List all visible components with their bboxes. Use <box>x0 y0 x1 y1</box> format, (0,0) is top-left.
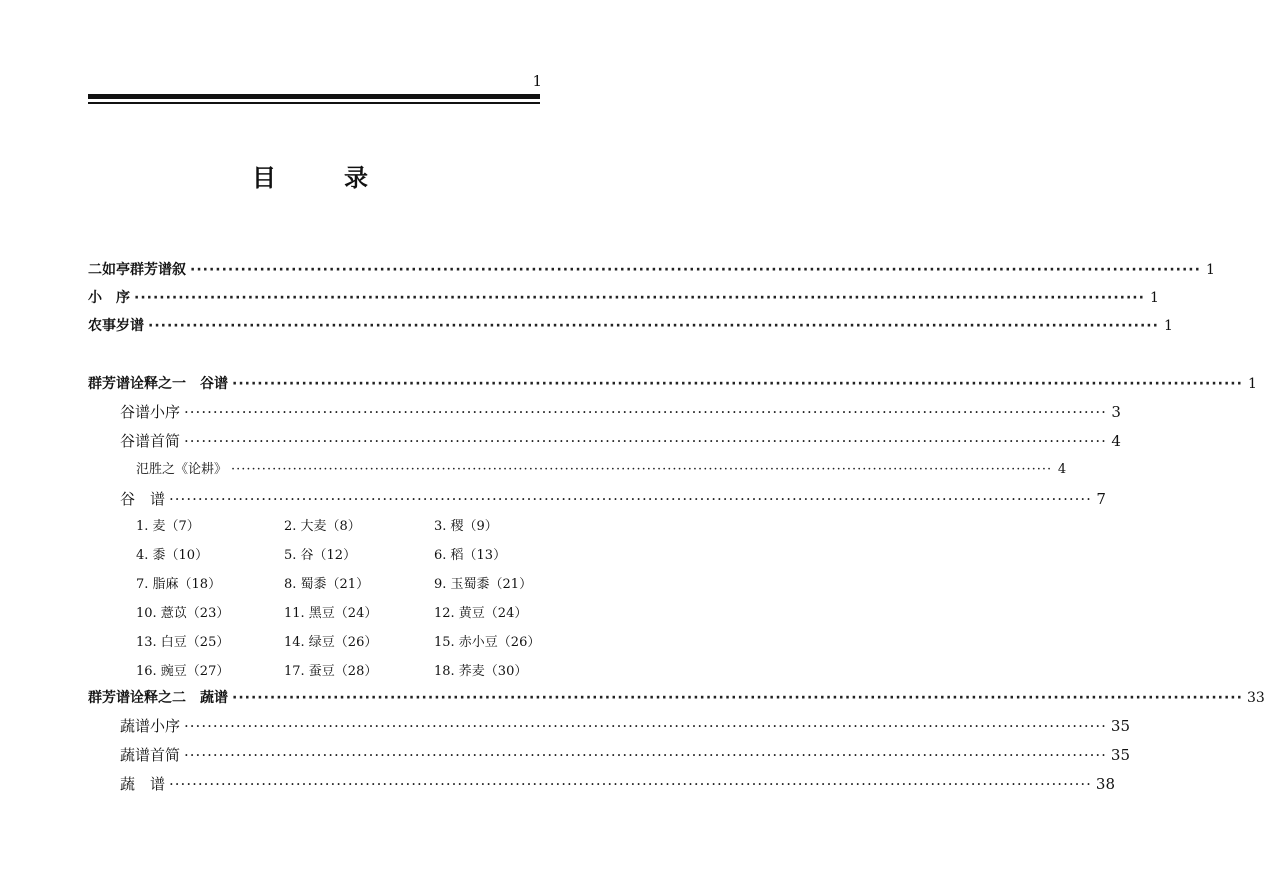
toc-entry[interactable] <box>88 314 1173 338</box>
toc-entry[interactable] <box>88 286 1159 310</box>
toc-subentry[interactable] <box>120 714 1130 738</box>
toc-leader: ································································································································································ <box>184 746 1107 764</box>
grain-item[interactable]: 13. 白豆（25） <box>136 635 230 650</box>
toc-entry-label: 蔬 谱 <box>120 775 166 793</box>
page-title: 目 录 <box>252 163 390 192</box>
toc-entry[interactable] <box>88 258 1215 282</box>
toc-leader: ································································································································································ <box>184 717 1107 735</box>
toc-leader: ································································································································································ <box>134 290 1145 306</box>
grain-item[interactable]: 6. 稻（13） <box>434 548 507 563</box>
toc-entry[interactable] <box>88 686 1265 710</box>
toc-entry-page: 4 <box>1057 462 1067 477</box>
toc-leader: ································································································································································ <box>148 318 1159 334</box>
toc-entry[interactable] <box>88 372 1257 396</box>
toc-entry-page: 1 <box>1248 376 1257 392</box>
toc-subentry[interactable] <box>120 400 1121 424</box>
toc-subentry[interactable] <box>120 487 1106 511</box>
grain-item[interactable]: 8. 蜀黍（21） <box>284 577 370 592</box>
grain-item[interactable]: 1. 麦（7） <box>136 519 200 534</box>
toc-leader: ································································································································································ <box>169 775 1092 793</box>
toc-entry-label: 氾胜之《论耕》 <box>136 462 228 477</box>
header-rule-thick <box>88 94 540 99</box>
toc-leader: ································································································································································ <box>190 262 1201 278</box>
toc-entry-page: 33 <box>1246 690 1265 706</box>
toc-entry-label: 群芳谱诠释之一 谷谱 <box>88 376 228 392</box>
grain-item[interactable]: 15. 赤小豆（26） <box>434 635 541 650</box>
toc-leader: ································································································································································ <box>232 376 1243 392</box>
toc-leader: ································································································································································ <box>231 462 1053 477</box>
toc-subentry[interactable] <box>120 772 1115 796</box>
grain-item[interactable]: 14. 绿豆（26） <box>284 635 378 650</box>
toc-leader: ································································································································································ <box>184 432 1107 450</box>
toc-entry-label: 蔬谱首简 <box>120 746 181 764</box>
grain-item[interactable]: 7. 脂麻（18） <box>136 577 222 592</box>
toc-entry-page: 3 <box>1111 403 1121 421</box>
grain-item[interactable]: 12. 黄豆（24） <box>434 606 528 621</box>
toc-entry-page: 1 <box>1164 318 1173 334</box>
grain-item[interactable]: 4. 黍（10） <box>136 548 209 563</box>
header-rule-thin <box>88 102 540 104</box>
toc-entry-page: 1 <box>1150 290 1159 306</box>
toc-entry-page: 35 <box>1110 746 1130 764</box>
toc-entry-page: 35 <box>1110 717 1130 735</box>
grain-item[interactable]: 9. 玉蜀黍（21） <box>434 577 533 592</box>
grain-item[interactable]: 18. 荞麦（30） <box>434 664 528 679</box>
toc-entry-label: 蔬谱小序 <box>120 717 181 735</box>
grain-item[interactable]: 10. 薏苡（23） <box>136 606 230 621</box>
toc-leader: ································································································································································ <box>169 490 1092 508</box>
toc-entry-page: 4 <box>1111 432 1121 450</box>
grain-item[interactable]: 5. 谷（12） <box>284 548 357 563</box>
toc-entry-page: 7 <box>1096 490 1106 508</box>
toc-leader: ································································································································································ <box>184 403 1107 421</box>
grain-item[interactable]: 3. 稷（9） <box>434 519 498 534</box>
toc-entry-page: 1 <box>1206 262 1215 278</box>
toc-entry-label: 谷谱小序 <box>120 403 181 421</box>
grain-item[interactable]: 11. 黑豆（24） <box>284 606 378 621</box>
grain-item[interactable]: 17. 蚕豆（28） <box>284 664 378 679</box>
toc-entry-label: 群芳谱诠释之二 蔬谱 <box>88 690 228 706</box>
toc-entry-page: 38 <box>1095 775 1115 793</box>
toc-entry-label: 二如亭群芳谱叙 <box>88 262 186 278</box>
grain-item[interactable]: 16. 豌豆（27） <box>136 664 230 679</box>
grain-item[interactable]: 2. 大麦（8） <box>284 519 361 534</box>
toc-entry-label: 小 序 <box>88 290 130 306</box>
toc-leader: ································································································································································ <box>232 690 1243 706</box>
toc-entry-label: 谷谱首简 <box>120 432 181 450</box>
toc-subentry[interactable] <box>120 743 1130 767</box>
page-number: 1 <box>532 72 542 90</box>
toc-subsubentry[interactable] <box>136 458 1067 482</box>
toc-entry-label: 谷 谱 <box>120 490 166 508</box>
toc-subentry[interactable] <box>120 429 1121 453</box>
toc-entry-label: 农事岁谱 <box>88 318 144 334</box>
